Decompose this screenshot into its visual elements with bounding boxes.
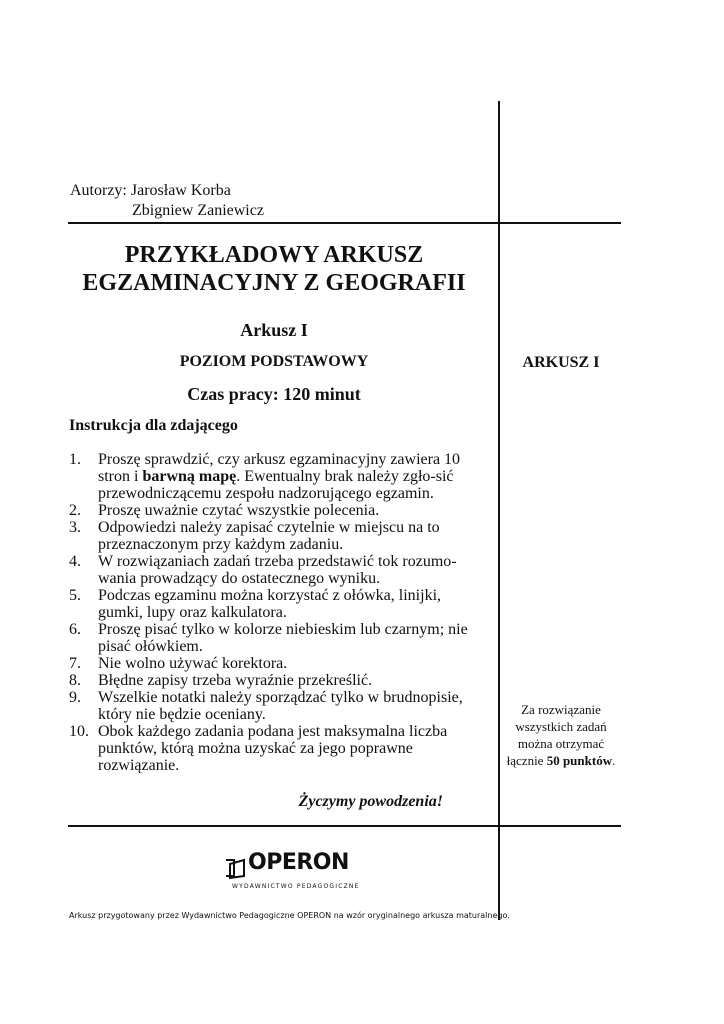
item-text: Nie wolno używać korektora. — [98, 655, 288, 672]
points-line-4-pre: łącznie — [506, 753, 547, 768]
item-text: Wszelkie notatki należy sporządzać tylko w brudnopisie, który nie będzie oceniany. — [98, 689, 463, 723]
page-title — [68, 241, 480, 297]
item-number: 1. — [69, 451, 81, 468]
logo-name: OPERON — [248, 850, 349, 875]
logo-subtitle: WYDAWNICTWO PEDAGOGICZNE — [232, 883, 360, 890]
points-line-4 — [501, 752, 621, 769]
points-line-1: Za rozwiązanie — [521, 702, 601, 717]
horizontal-divider-bottom — [68, 825, 621, 827]
item-text: W rozwiązaniach zadań trzeba przedstawić tok rozumo-wania prowadzący do ostatecznego wyniku. — [98, 553, 457, 587]
list-item — [69, 553, 489, 587]
side-sheet-label: ARKUSZ I — [522, 354, 600, 371]
horizontal-divider-top — [68, 222, 621, 224]
list-item — [69, 519, 489, 553]
item-number: 2. — [69, 502, 81, 519]
list-item — [69, 502, 489, 519]
level-label: POZIOM PODSTAWOWY — [179, 353, 369, 370]
item-text-post: . Ewentualny brak należy zgło-sić przewodniczącemu zespołu nadzorującego egzamin. — [98, 468, 454, 502]
author-line-2: Zbigniew Zaniewicz — [132, 202, 264, 219]
item-number: 6. — [69, 621, 81, 638]
authors — [70, 181, 264, 221]
time-label: Czas pracy: 120 minut — [187, 384, 361, 404]
points-line-4-bold: 50 punktów — [546, 753, 613, 768]
item-number: 9. — [69, 689, 81, 706]
good-luck-text: Życzymy powodzenia! — [298, 793, 443, 810]
list-item — [69, 672, 489, 689]
list-item — [69, 451, 489, 502]
item-number: 5. — [69, 587, 81, 604]
points-line-4-post: . — [612, 753, 616, 768]
item-text: Proszę uważnie czytać wszystkie polecenia. — [98, 502, 380, 519]
sheet-label: Arkusz I — [240, 320, 308, 340]
points-line-3: można otrzymać — [517, 736, 605, 751]
title-line-2: EGZAMINACYJNY Z GEOGRAFII — [82, 270, 466, 296]
item-text: Błędne zapisy trzeba wyraźnie przekreślić. — [98, 672, 373, 689]
title-line-1: PRZYKŁADOWY ARKUSZ — [124, 242, 424, 268]
item-text: Odpowiedzi należy zapisać czytelnie w miejscu na to przeznaczonym przy każdym zadaniu. — [98, 519, 440, 553]
item-text — [98, 451, 489, 502]
list-item — [69, 655, 489, 672]
instructions-list — [69, 451, 489, 774]
item-number: 8. — [69, 672, 81, 689]
list-item — [69, 587, 489, 621]
item-number: 10. — [69, 723, 89, 740]
item-number: 7. — [69, 655, 81, 672]
author-line-1: Autorzy: Jarosław Korba — [70, 182, 231, 199]
item-text-pre: Proszę sprawdzić, czy arkusz egzaminacyjny zawiera 10 stron i — [98, 451, 461, 485]
points-note — [501, 701, 621, 769]
list-item — [69, 689, 489, 723]
footer-note: Arkusz przygotowany przez Wydawnictwo Pedagogiczne OPERON na wzór oryginalnego arkusza maturalnego. — [69, 911, 510, 920]
item-number: 4. — [69, 553, 81, 570]
item-text: Podczas egzaminu można korzystać z ołówka, linijki, gumki, lupy oraz kalkulatora. — [98, 587, 442, 621]
item-text: Proszę pisać tylko w kolorze niebieskim lub czarnym; nie pisać ołówkiem. — [98, 621, 468, 655]
instructions-heading: Instrukcja dla zdającego — [69, 417, 238, 434]
item-number: 3. — [69, 519, 81, 536]
points-line-2: wszystkich zadań — [515, 719, 607, 734]
list-item — [69, 621, 489, 655]
item-text-bold: barwną mapę — [142, 468, 237, 485]
list-item — [69, 723, 489, 774]
item-text: Obok każdego zadania podana jest maksymalna liczba punktów, którą można uzyskać za jego poprawne rozwiązanie. — [98, 723, 448, 774]
